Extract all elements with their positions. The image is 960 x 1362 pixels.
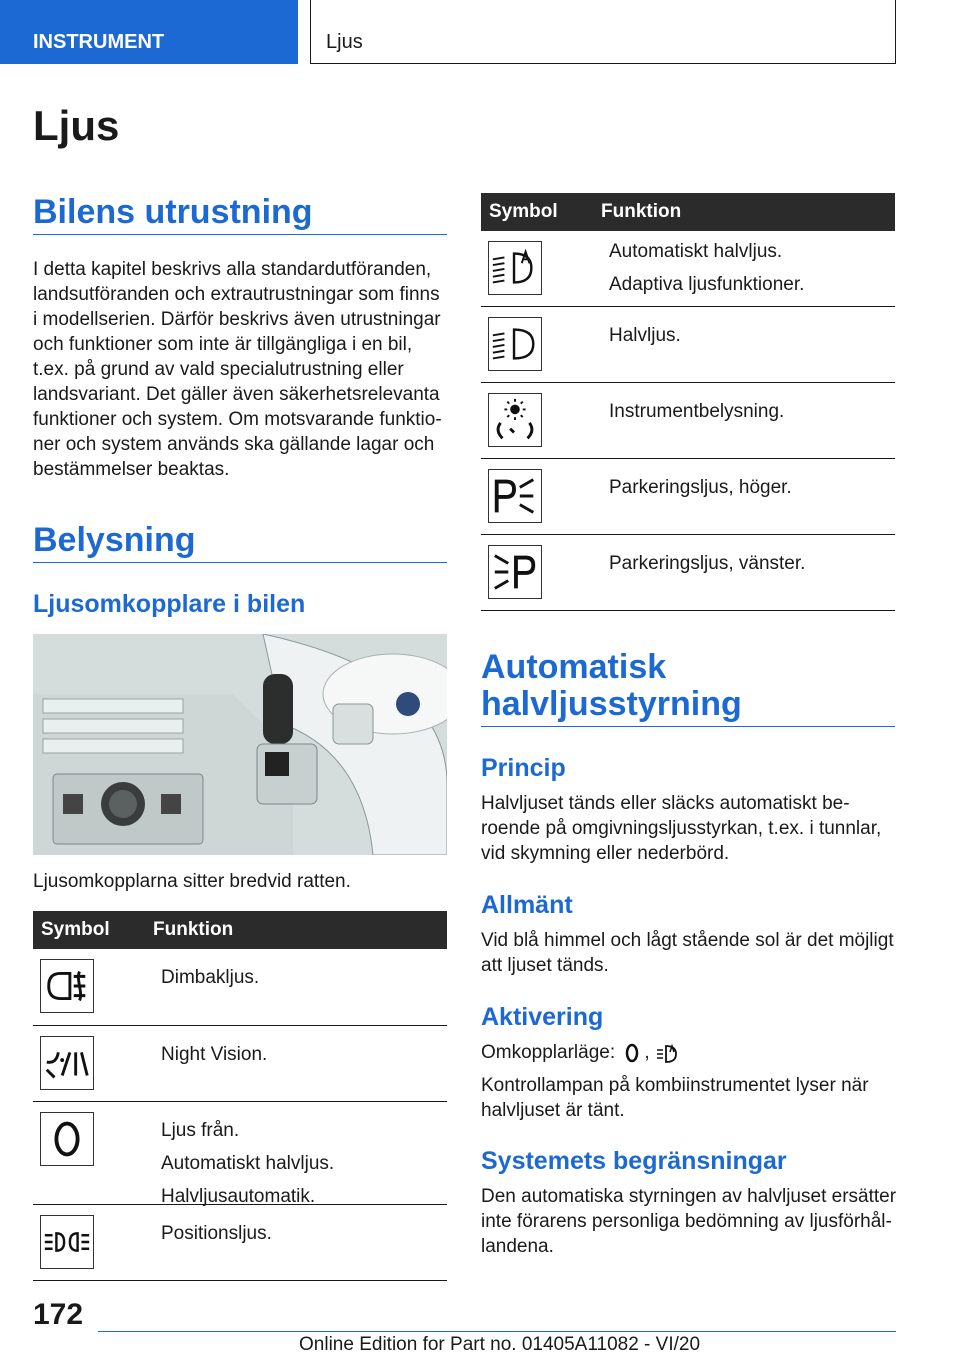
- lights-off-icon: [620, 1042, 644, 1064]
- instrument-lighting-icon: [488, 393, 542, 447]
- equipment-heading: Bilens utrustning: [33, 193, 313, 231]
- heading-rule: [33, 234, 447, 235]
- function-text: Automatiskt halvljus. Adaptiva ljusfunktioner.: [609, 241, 805, 295]
- parking-light-right-icon: [488, 469, 542, 523]
- section-tab: INSTRUMENT: [0, 0, 298, 64]
- lighting-heading: Belysning: [33, 521, 196, 559]
- function-text: Parkeringsljus, höger.: [609, 477, 792, 498]
- page-title: Ljus: [33, 102, 120, 149]
- principle-text: Halvljuset tänds eller släcks automatiskt be- roende på omgivningsljusstyrkan, t.ex. i tunnlar, vid skymning eller nederbörd.: [481, 793, 882, 864]
- table-row: [33, 1026, 447, 1102]
- function-text: Night Vision.: [161, 1044, 268, 1065]
- function-text: Instrumentbelysning.: [609, 401, 785, 422]
- heading-rule: [33, 562, 447, 563]
- equipment-text: I detta kapitel beskrivs alla standardutföranden, landsutföranden och extrautrustningar som finns i modellserien. Därför beskrivs även utrustningar och funktioner som inte är tillgängliga i en bil, t.ex. på grund av vald specialutrustning eller landsvariant. Det gäller även säkerhetsrelevanta funktioner och system. Om motsvarande funktio- ner och system används ska gällande lagar och bestämmelser beaktas.: [33, 259, 442, 480]
- low-beam-icon: [488, 317, 542, 371]
- footer-rule: [98, 1331, 896, 1332]
- breadcrumb: Ljus: [310, 0, 896, 64]
- night-vision-icon: [40, 1036, 94, 1090]
- function-text: Halvljus.: [609, 325, 681, 346]
- table-row: [33, 1102, 447, 1205]
- activation-switch-line: Omkopplarläge: ,: [481, 1040, 679, 1065]
- table-row: [481, 535, 895, 611]
- activation-text: Kontrollampan på kombiinstrumentet lyser när halvljuset är tänt.: [481, 1075, 869, 1121]
- col-function: Funktion: [601, 201, 682, 222]
- activation-heading: Aktivering: [481, 1003, 604, 1031]
- light-switch-photo: [33, 634, 447, 855]
- table-row: [481, 459, 895, 535]
- general-text: Vid blå himmel och lågt stående sol är det möjligt att ljuset tänds.: [481, 930, 894, 976]
- photo-caption: Ljusomkopplarna sitter bredvid ratten.: [33, 871, 351, 892]
- limits-text: Den automatiska styrningen av halvljuset ersätter inte förarens personliga bedömning av ljusförhål- landena.: [481, 1186, 897, 1257]
- col-symbol: Symbol: [489, 201, 558, 222]
- right-symbol-table: [481, 193, 895, 611]
- edition-text: Online Edition for Part no. 01405A11082 - VI/20: [299, 1334, 701, 1355]
- principle-heading: Princip: [481, 754, 566, 782]
- left-symbol-table: [33, 911, 447, 1281]
- general-heading: Allmänt: [481, 891, 573, 919]
- table-row: [481, 383, 895, 459]
- lights-off-icon: [40, 1112, 94, 1166]
- auto-low-beam-heading: Automatisk halvljusstyrning: [481, 648, 742, 723]
- function-text: Parkeringsljus, vänster.: [609, 553, 806, 574]
- table-row: [481, 231, 895, 307]
- function-text: Dimbakljus.: [161, 967, 260, 988]
- table-header: [33, 911, 447, 949]
- function-text: Ljus från. Automatiskt halvljus. Halvljusautomatik.: [161, 1120, 335, 1207]
- auto-low-beam-icon: [655, 1042, 679, 1064]
- switch-heading: Ljusomkopplare i bilen: [33, 590, 306, 618]
- function-text: Positionsljus.: [161, 1223, 272, 1244]
- parking-light-left-icon: [488, 545, 542, 599]
- page-number: 172: [33, 1298, 84, 1331]
- position-lights-icon: [40, 1215, 94, 1269]
- auto-low-beam-icon: [488, 241, 542, 295]
- table-row: [33, 1205, 447, 1281]
- col-symbol: Symbol: [41, 919, 110, 940]
- table-header: [481, 193, 895, 231]
- limits-heading: Systemets begränsningar: [481, 1147, 787, 1175]
- col-function: Funktion: [153, 919, 234, 940]
- heading-rule: [481, 726, 895, 727]
- table-row: [481, 307, 895, 383]
- fog-light-icon: [40, 959, 94, 1013]
- table-row: [33, 949, 447, 1026]
